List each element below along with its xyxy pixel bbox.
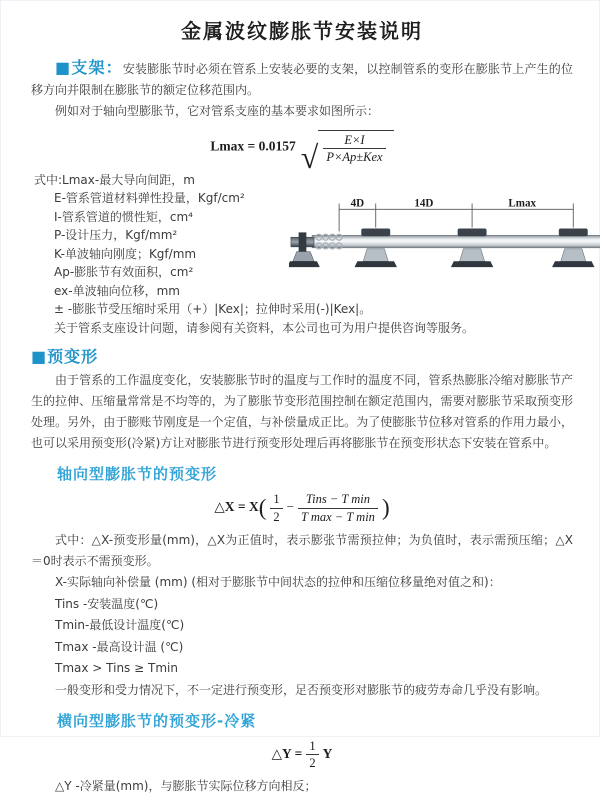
definitions-and-diagram-row bbox=[31, 171, 573, 301]
support-example-line: 例如对于轴向型膨胀节，它对管系支座的基本要求如图所示： bbox=[55, 104, 380, 118]
one-half-fraction bbox=[306, 739, 318, 771]
definition-line: 式中:Lmax-最大导向间距，m bbox=[34, 172, 195, 187]
sqrt-expression bbox=[300, 130, 394, 175]
axial-formula bbox=[31, 492, 573, 524]
temp-relation-line: Tmax > Tins ≥ Tmin bbox=[55, 661, 178, 675]
definition-line: Ap-膨胀节有效面积，cm² bbox=[54, 265, 194, 280]
lmax-formula bbox=[31, 130, 573, 175]
one-half-fraction bbox=[270, 492, 282, 524]
lateral-formula bbox=[31, 739, 573, 771]
support-intro-paragraph bbox=[31, 57, 573, 101]
lateral-note-line: △Y -冷紧量(mm)，与膨胀节实际位移方向相反； bbox=[55, 779, 317, 794]
predeform-section-label: 预变形 bbox=[47, 347, 99, 367]
axial-note-paragraph: 一般变形和受力情况下，不一定进行预变形，足否预变形对膨胀节的疲劳寿命几乎没有影响。 bbox=[55, 682, 548, 697]
definition-line: I-管系管道的惯性矩，cm⁴ bbox=[54, 209, 193, 224]
definition-line: K-单波轴向刚度；Kgf/mm bbox=[54, 246, 197, 261]
tmax-line: Tmax -最高设计温 (℃) bbox=[55, 639, 184, 654]
axial-explain-paragraph: 式中：△X-预变形量(mm)，△X为正值时，表示膨张节需预拉伸；为负值时，表示需预压缩；△X＝0时表示不需预变形。 bbox=[31, 533, 573, 568]
sqrt-radicand bbox=[318, 130, 393, 165]
pipe-support-diagram bbox=[289, 171, 600, 301]
plus-minus-note: ± -膨胀节受压缩时采用（+）|Kex|；拉伸时采用(-)|Kex|。 bbox=[54, 302, 372, 317]
temperature-numerator: Tins − T min bbox=[305, 492, 371, 507]
close-paren: ) bbox=[381, 495, 390, 521]
dimension-label-14d: 14D bbox=[414, 197, 434, 210]
axial-subheading: 轴向型膨胀节的预变形 bbox=[57, 465, 218, 484]
sqrt-sign: √ bbox=[300, 138, 319, 175]
lmax-fraction-denominator: P×Ap±Kex bbox=[323, 148, 385, 164]
half-denominator: 2 bbox=[270, 508, 282, 524]
axial-formula-lhs: △X = X bbox=[214, 499, 259, 515]
tmin-line: Tmin-最低设计温度(℃) bbox=[55, 618, 185, 632]
half-numerator: 1 bbox=[273, 492, 280, 507]
dimension-label-4d: 4D bbox=[350, 197, 365, 210]
definition-line: ex-单波轴向位移，mm bbox=[54, 283, 180, 298]
section-square-icon: ■ bbox=[31, 347, 47, 367]
consulting-note: 关于管系支座设计问题，请参阅有关资料，本公司也可为用户提供咨询等服务。 bbox=[54, 321, 475, 336]
predeform-section-heading bbox=[31, 346, 573, 368]
tins-line: Tins -安装温度(℃) bbox=[55, 596, 159, 611]
lateral-subheading: 横向型膨胀节的预变形-冷紧 bbox=[57, 711, 257, 730]
temperature-fraction bbox=[298, 492, 378, 524]
lateral-formula-lhs: △Y = bbox=[271, 745, 303, 761]
half-numerator: 1 bbox=[309, 738, 316, 753]
half-denominator: 2 bbox=[306, 754, 318, 770]
definition-line: P-设计压力，Kgf/mm² bbox=[54, 228, 178, 243]
lmax-formula-lhs: Lmax = 0.0157 bbox=[210, 138, 296, 154]
predeform-paragraph: 由于管系的工作温度变化，安装膨胀节时的温度与工作时的温度不同，管系热膨胀冷缩对膨胀节产生的拉伸、压缩量常常是不均等的，为了膨胀节变形范围控制在额定范围内，需要对膨胀节采取预变形处理。另外，由于膨账节刚度是一个定值，与补偿量成正比。为了使膨胀节位移对管系的作用力最小，也可以采用预变形(冷紧)方让对膨胀节进行预变形处理后再将膨胀节在预变形状态下安装在管系中。 bbox=[31, 373, 573, 451]
support-intro-text: 安装膨胀节时必须在管系上安装必要的支架，以控制管系的变形在膨胀节上产生的位移方向并限制在膨胀节的额定位移范围内。 bbox=[31, 62, 573, 97]
symbol-definitions-list bbox=[31, 171, 289, 301]
lateral-formula-rhs: Y bbox=[322, 745, 333, 761]
support-section-heading: 支架： bbox=[71, 58, 123, 77]
temperature-denominator: T max − T min bbox=[298, 508, 378, 524]
dimension-label-lmax: Lmax bbox=[508, 197, 537, 210]
dimension-lines bbox=[339, 203, 573, 231]
pipe-support-diagram-svg bbox=[289, 195, 600, 291]
lmax-fraction-numerator: E×I bbox=[344, 133, 365, 147]
section-square-icon: ■ bbox=[55, 58, 71, 77]
x-definition-line: X-实际轴向补偿量 (mm) (相对于膨胀节中间状态的拉伸和压缩位移量绝对值之和)： bbox=[55, 575, 501, 589]
open-paren: ( bbox=[258, 495, 267, 521]
lmax-fraction bbox=[323, 133, 385, 165]
definition-line: E-管系管道材料弹性投量，Kgf/cm² bbox=[54, 191, 245, 206]
page-title: 金属波纹膨胀节安装说明 bbox=[181, 19, 423, 43]
minus-sign: − bbox=[286, 499, 294, 515]
pipe bbox=[312, 235, 600, 248]
